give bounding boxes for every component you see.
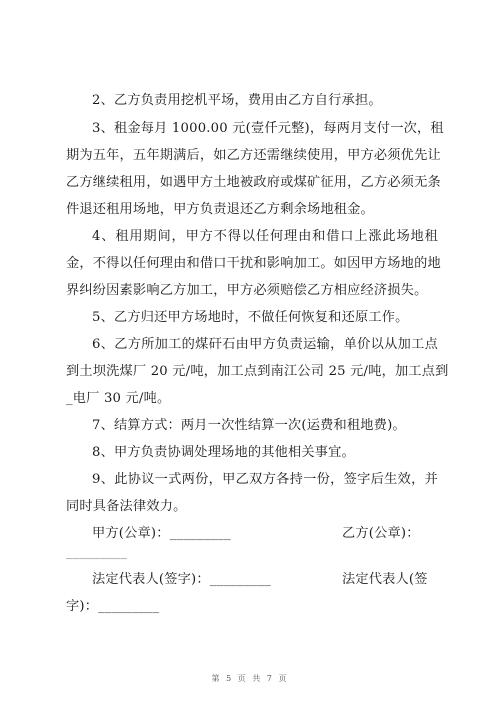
clause-9-line-1: 9、此协议一式两份，甲乙双方各持一份，签字后生效，并 bbox=[92, 472, 438, 487]
clause-4-line-1: 4、租用期间，甲方不得以任何理由和借口上涨此场地租 bbox=[92, 229, 438, 244]
party-b-representative-label: 法定代表人(签 bbox=[342, 572, 428, 587]
clause-2-line-1: 2、乙方负责用挖机平场，费用由乙方自行承担。 bbox=[92, 93, 382, 108]
party-b-seal-label: 乙方(公章)： bbox=[342, 526, 420, 541]
clause-6-line-1: 6、乙方所加工的煤矸石由甲方负责运输，单价以从加工点 bbox=[92, 337, 438, 352]
clause-9-line-2: 同时具备法律效力。 bbox=[66, 499, 187, 514]
clause-6-line-3: _电厂 30 元/吨。 bbox=[66, 391, 171, 406]
clause-3-line-3: 乙方继续租用，如遇甲方土地被政府或煤矿征用，乙方必须无条 bbox=[66, 175, 441, 190]
party-b-representative-label-cont: 字)：_________ bbox=[66, 599, 160, 614]
party-a-representative-label: 法定代表人(签字)：_________ bbox=[92, 572, 271, 587]
clause-3-line-2: 期为五年，五年期满后，如乙方还需继续使用，甲方必须优先让 bbox=[66, 148, 441, 163]
clause-5-line-1: 5、乙方归还甲方场地时，不做任何恢复和还原工作。 bbox=[92, 310, 409, 325]
clause-4-line-3: 界纠纷因素影响乙方加工，甲方必须赔偿乙方相应经济损失。 bbox=[66, 283, 428, 298]
party-a-seal-label: 甲方(公章)：_________ bbox=[92, 526, 231, 541]
clause-7-line-1: 7、结算方式：两月一次性结算一次(运费和租地费)。 bbox=[92, 418, 406, 433]
clause-6-line-2: 到土坝洗煤厂 20 元/吨，加工点到南江公司 25 元/吨，加工点到 bbox=[66, 364, 449, 379]
clause-8-line-1: 8、甲方负责协调处理场地的其他相关事宜。 bbox=[92, 445, 355, 460]
clause-3-line-4: 件退还租用场地，甲方负责退还乙方剩余场地租金。 bbox=[66, 202, 374, 217]
signature-blank-line: _________ bbox=[66, 545, 128, 560]
clause-3-line-1: 3、租金每月 1000.00 元(壹仟元整)，每两月支付一次，租 bbox=[92, 121, 444, 136]
page-number-footer: 第 5 页 共 7 页 bbox=[211, 674, 289, 683]
clause-4-line-2: 金，不得以任何理由和借口干扰和影响加工。如因甲方场地的地 bbox=[66, 256, 441, 271]
